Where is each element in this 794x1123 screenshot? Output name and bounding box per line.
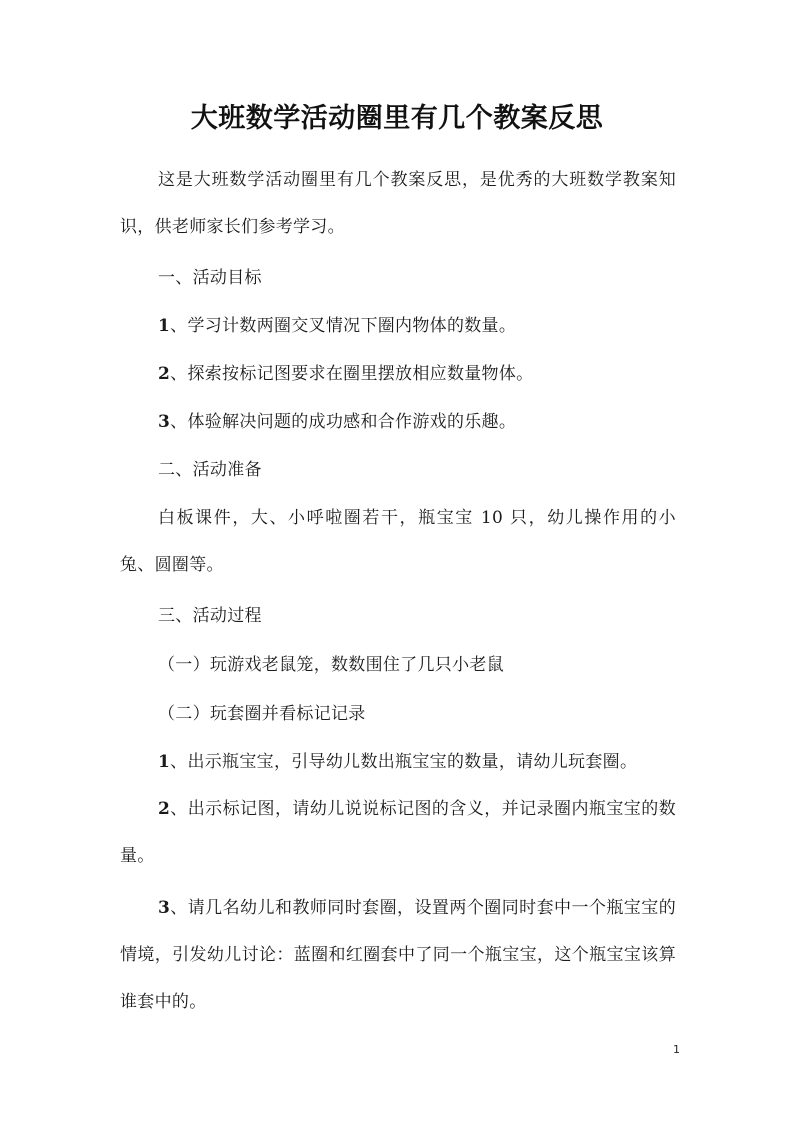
- subsection-1: （一）玩游戏老鼠笼，数数围住了几只小老鼠: [158, 655, 504, 675]
- goal-item-1-number: 1: [158, 316, 171, 336]
- step-item-1-text: 、出示瓶宝宝，引导幼儿数出瓶宝宝的数量，请幼儿玩套圈。: [170, 752, 638, 772]
- step-item-3-text: 、请几名幼儿和教师同时套圈，设置两个圈同时套中一个瓶宝宝的情境，引发幼儿讨论：蓝圈和红圈套中了同一个瓶宝宝，这个瓶宝宝该算谁套中的。: [120, 898, 676, 1012]
- goal-item-3-number: 3: [158, 412, 171, 432]
- goal-item-1: [158, 314, 516, 338]
- goal-item-2: [158, 362, 533, 386]
- step-item-1-number: 1: [158, 752, 171, 772]
- section-heading-process: 三、活动过程: [158, 606, 262, 626]
- section-heading-preparation: 二、活动准备: [158, 460, 262, 480]
- preparation-paragraph: 白板课件，大、小呼啦圈若干，瓶宝宝 10 只，幼儿操作用的小兔、圆圈等。: [120, 508, 676, 575]
- step-item-3: [120, 885, 676, 1026]
- goal-item-3: [158, 410, 516, 434]
- step-item-2: [120, 786, 676, 880]
- intro-paragraph: 这是大班数学活动圈里有几个教案反思，是优秀的大班数学教案知识，供老师家长们参考学习。: [120, 170, 676, 237]
- goal-item-2-text: 、探索按标记图要求在圈里摆放相应数量物体。: [170, 364, 534, 384]
- step-item-2-number: 2: [158, 799, 171, 819]
- step-item-1: [158, 750, 637, 774]
- goal-item-1-text: 、学习计数两圈交叉情况下圈内物体的数量。: [170, 316, 517, 336]
- goal-item-3-text: 、体验解决问题的成功感和合作游戏的乐趣。: [170, 412, 517, 432]
- subsection-2: （二）玩套圈并看标记记录: [158, 704, 366, 724]
- step-item-2-text: 、出示标记图，请幼儿说说标记图的含义，并记录圈内瓶宝宝的数量。: [120, 799, 676, 866]
- section-heading-goals: 一、活动目标: [158, 268, 262, 288]
- goal-item-2-number: 2: [158, 364, 171, 384]
- document-title: 大班数学活动圈里有几个教案反思: [190, 103, 604, 134]
- step-item-3-number: 3: [158, 898, 171, 918]
- page-number: 1: [673, 1043, 680, 1056]
